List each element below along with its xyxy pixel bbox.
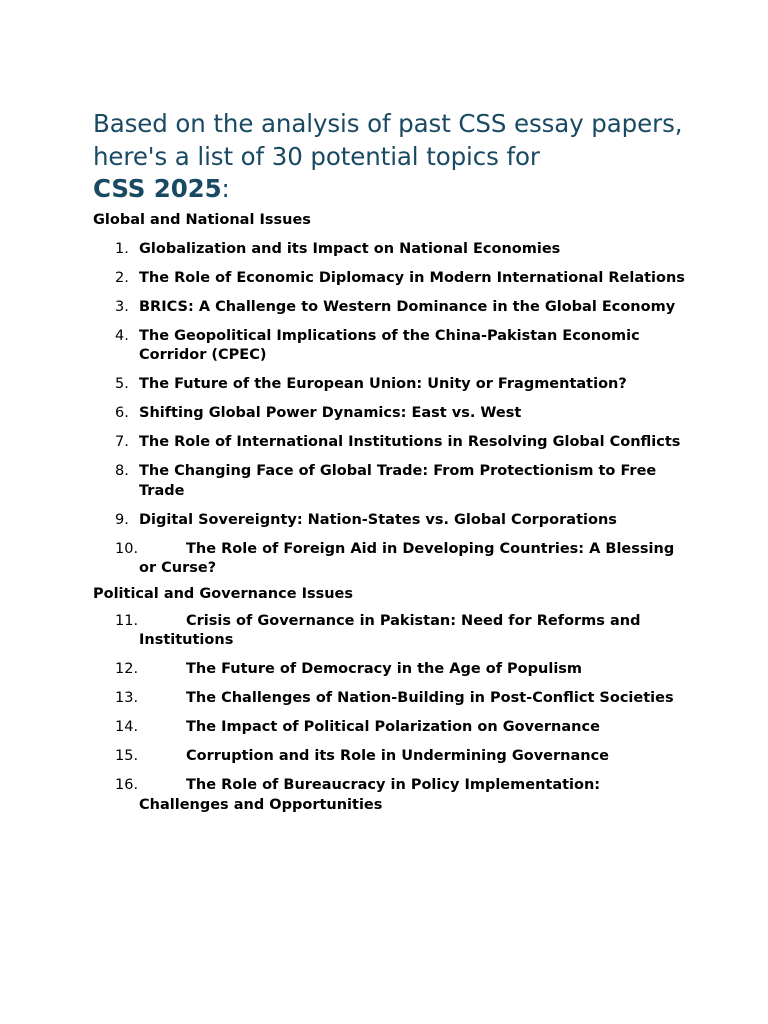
heading-suffix: : bbox=[221, 174, 230, 203]
list-item bbox=[93, 776, 693, 815]
heading-text: Based on the analysis of past CSS essay papers, here's a list of 30 potential topics for bbox=[93, 109, 683, 171]
list-item bbox=[93, 660, 693, 680]
item-text: Globalization and its Impact on National Economies bbox=[139, 240, 561, 257]
item-text: The Future of the European Union: Unity or Fragmentation? bbox=[139, 376, 627, 392]
list-item bbox=[93, 404, 693, 424]
item-number: 12. bbox=[115, 661, 139, 677]
item-text: The Future of Democracy in the Age of Populism bbox=[186, 661, 583, 677]
item-number: 14. bbox=[115, 719, 139, 735]
item-number: 11. bbox=[115, 612, 139, 629]
item-number: 2. bbox=[115, 269, 129, 286]
item-number: 5. bbox=[115, 376, 129, 392]
item-number: 8. bbox=[115, 463, 129, 479]
list-item bbox=[93, 612, 693, 651]
item-text: The Geopolitical Implications of the China-Pakistan Economic Corridor (CPEC) bbox=[139, 327, 640, 363]
section-title-political: Political and Governance Issues bbox=[93, 585, 354, 602]
list-item bbox=[93, 462, 693, 501]
item-text: The Changing Face of Global Trade: From Protectionism to Free Trade bbox=[139, 463, 657, 499]
item-text: The Role of Bureaucracy in Policy Implementation: Challenges and Opportunities bbox=[139, 777, 601, 813]
document-page bbox=[93, 108, 693, 815]
list-item bbox=[93, 240, 693, 260]
item-text: Corruption and its Role in Undermining Governance bbox=[186, 748, 610, 764]
item-text: The Role of Economic Diplomacy in Modern International Relations bbox=[139, 269, 685, 286]
item-number: 16. bbox=[115, 777, 139, 793]
list-item bbox=[93, 511, 693, 531]
topic-list-political bbox=[93, 612, 693, 816]
list-item bbox=[93, 327, 693, 366]
item-text: The Role of International Institutions in Resolving Global Conflicts bbox=[139, 434, 681, 450]
item-number: 10. bbox=[115, 540, 139, 557]
item-text: Digital Sovereignty: Nation-States vs. Global Corporations bbox=[139, 511, 617, 528]
list-item bbox=[93, 718, 693, 738]
list-item bbox=[93, 689, 693, 709]
list-item bbox=[93, 269, 693, 289]
list-item bbox=[93, 298, 693, 318]
item-number: 1. bbox=[115, 240, 129, 257]
list-item bbox=[93, 433, 693, 453]
item-text: The Impact of Political Polarization on Governance bbox=[186, 719, 600, 735]
item-number: 6. bbox=[115, 405, 129, 421]
item-number: 13. bbox=[115, 690, 139, 706]
section-title-global: Global and National Issues bbox=[93, 211, 311, 228]
list-item bbox=[93, 747, 693, 767]
page-heading bbox=[93, 108, 693, 206]
item-text: The Challenges of Nation-Building in Post-Conflict Societies bbox=[186, 690, 674, 706]
topic-list-global bbox=[93, 240, 693, 579]
item-number: 4. bbox=[115, 327, 129, 344]
item-number: 3. bbox=[115, 298, 129, 315]
list-item bbox=[93, 375, 693, 395]
item-text: Crisis of Governance in Pakistan: Need for Reforms and Institutions bbox=[139, 612, 641, 648]
list-item bbox=[93, 540, 693, 579]
item-text: Shifting Global Power Dynamics: East vs. West bbox=[139, 405, 522, 421]
item-number: 9. bbox=[115, 511, 129, 528]
item-text: BRICS: A Challenge to Western Dominance in the Global Economy bbox=[139, 298, 676, 315]
heading-year: CSS 2025 bbox=[93, 174, 222, 203]
item-number: 7. bbox=[115, 434, 129, 450]
item-text: The Role of Foreign Aid in Developing Countries: A Blessing or Curse? bbox=[139, 540, 675, 576]
item-number: 15. bbox=[115, 748, 139, 764]
